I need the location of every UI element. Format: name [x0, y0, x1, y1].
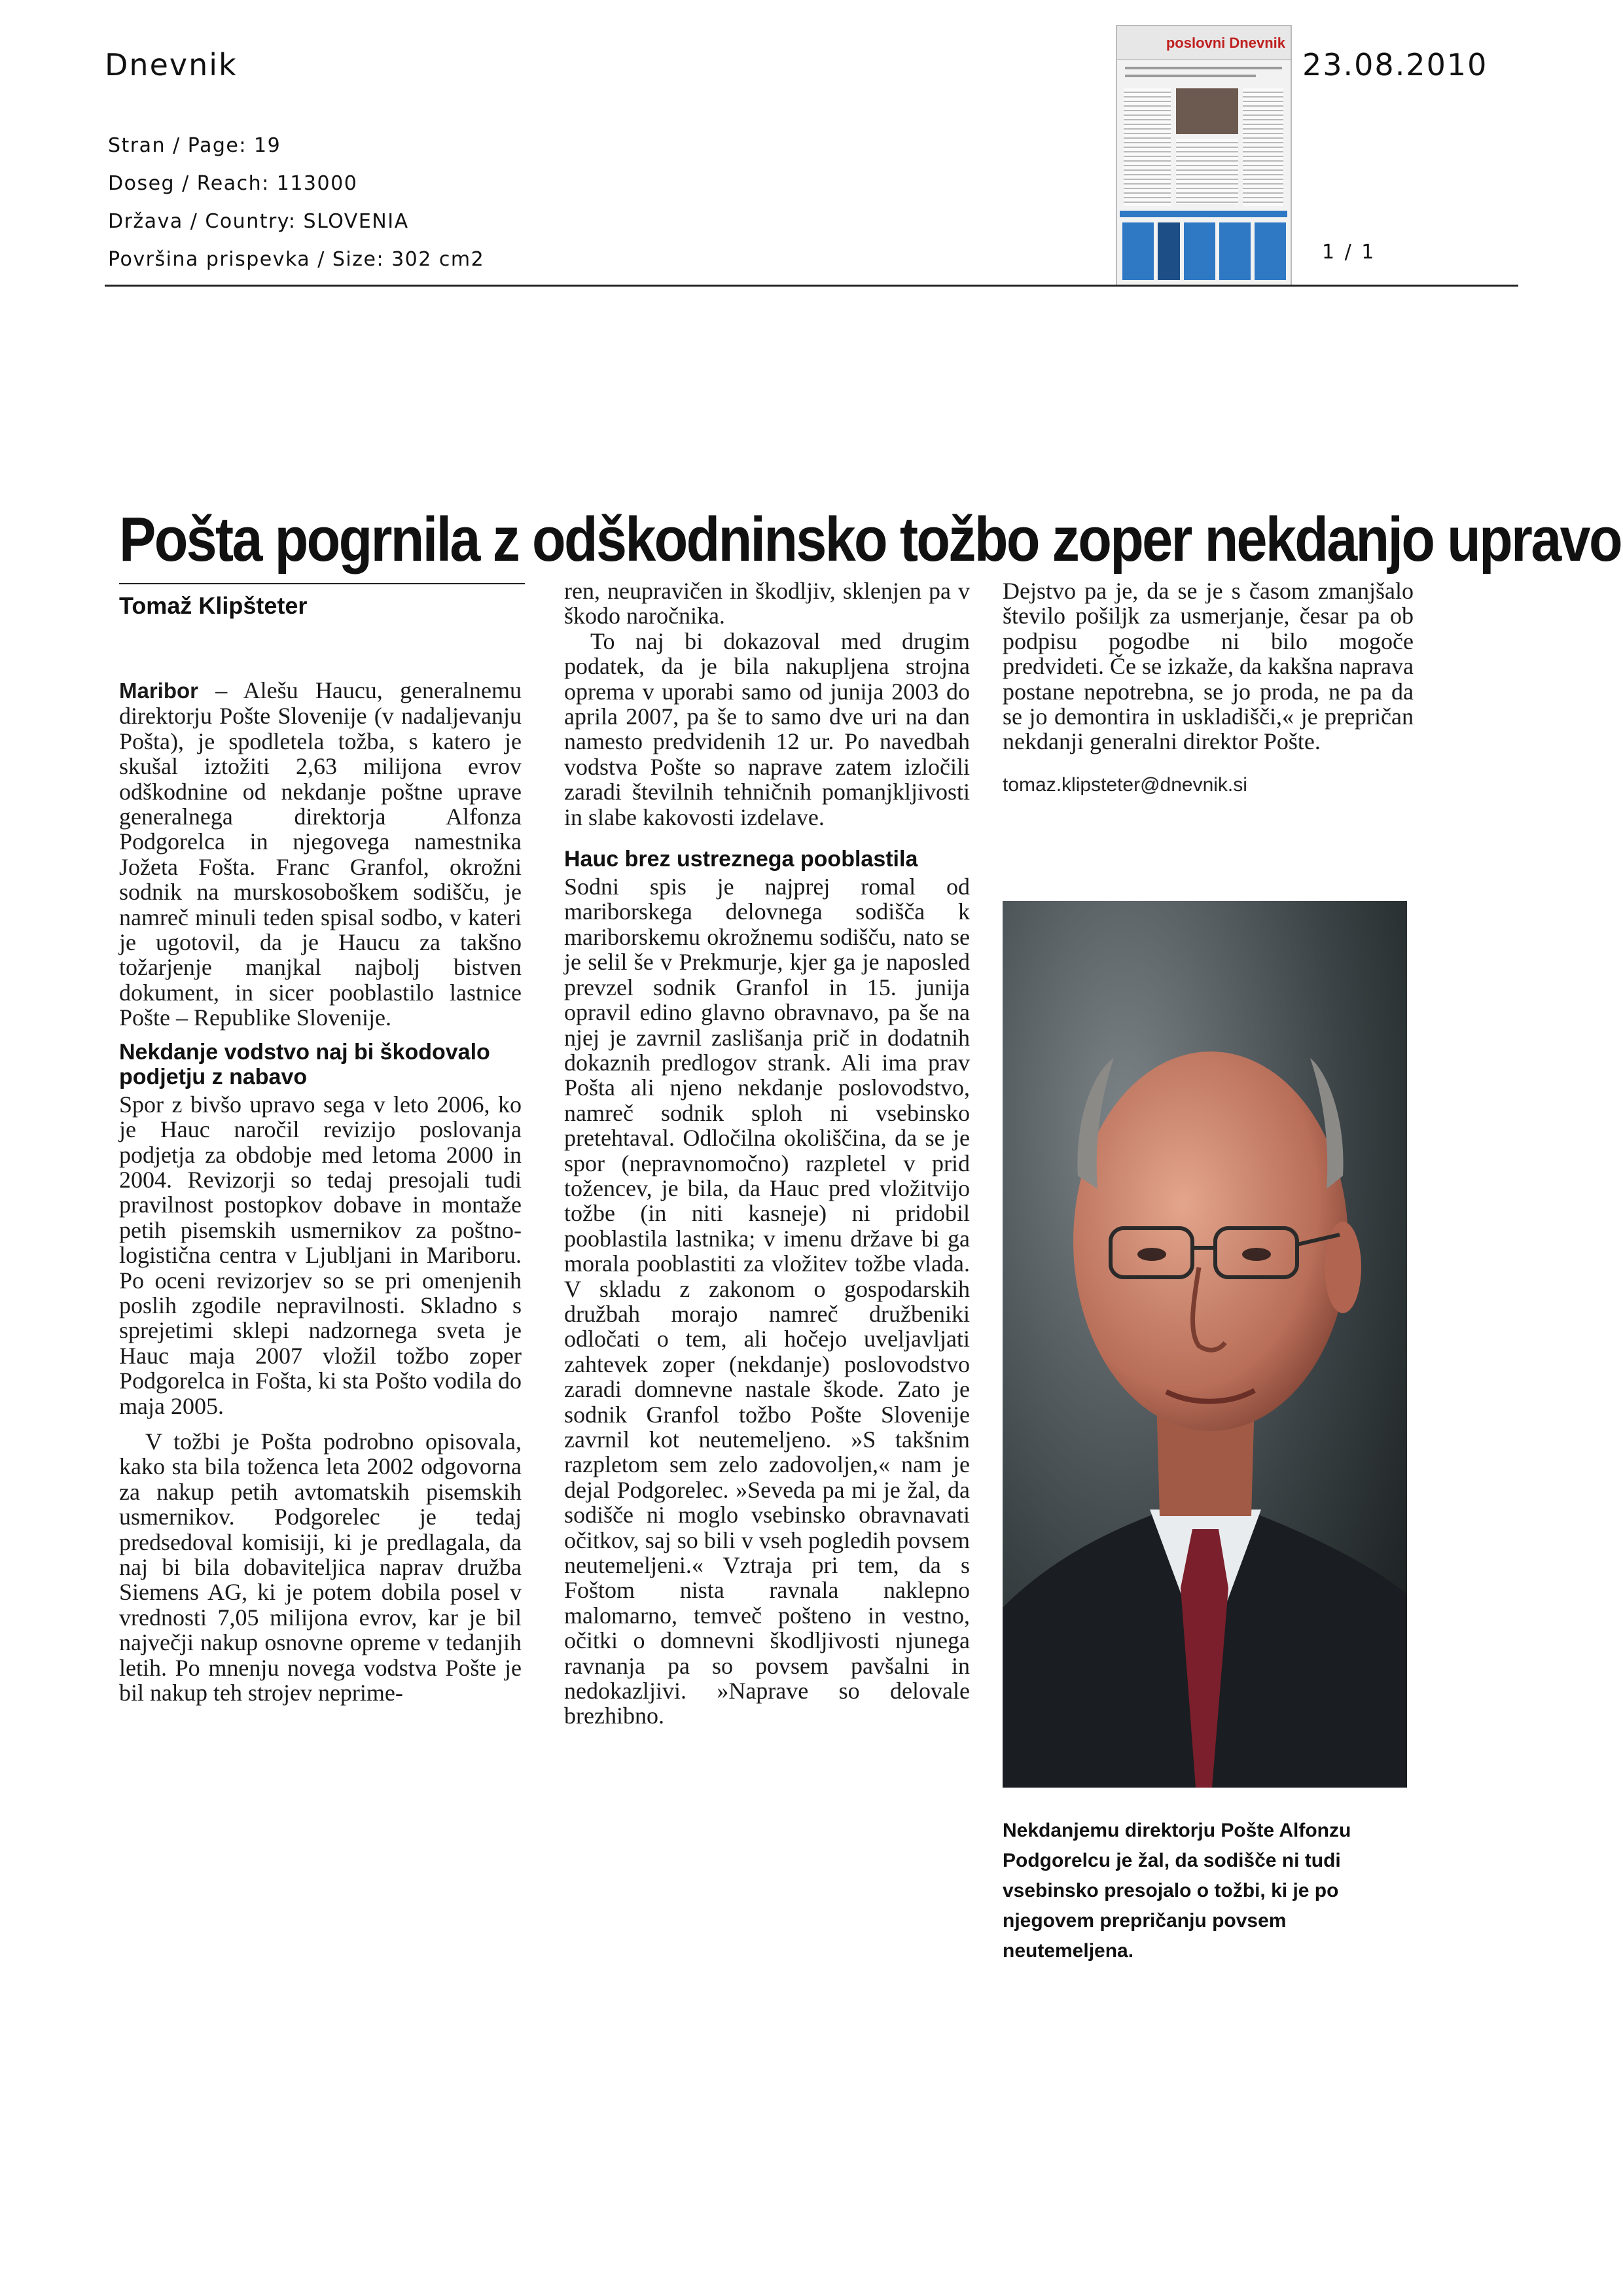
thumbnail-headline: [1125, 75, 1256, 77]
thumbnail-box: [1158, 222, 1180, 280]
thumbnail-column: [1243, 88, 1283, 206]
article-paragraph: Dejstvo pa je, da se je s časom zmanjšalo število pošiljk za usmerjanje, česar pa ob podpisu pogodbe ni bilo mogoče predvideti. Če se izkaže, da kakšna naprava postane nepotrebna, se jo proda, ne pa da se jo demontira in uskladišči,« je prepričan nekdanji generalni direktor Pošte.: [1003, 578, 1414, 755]
article-size: Površina prispevka / Size: 302 cm2: [108, 248, 485, 271]
clipping-metadata: [108, 127, 484, 279]
article-paragraph: To naj bi dokazoval med drugim podatek, da je bila nakupljena strojna oprema v uporabi samo od junija 2003 do aprila 2007, pa še to samo dve uri na dan namesto predvidenih 12 ur. Po navedbah vodstva Pošte so naprave zatem izločili zaradi številnih tehničnih pomanjkljivosti in slabe kakovosti izdelave.: [564, 627, 970, 830]
article-column-3: [1003, 578, 1414, 798]
article-column-1: [119, 678, 522, 1705]
thumbnail-headline: [1125, 67, 1282, 69]
page-thumbnail[interactable]: [1116, 25, 1292, 286]
thumbnail-masthead: poslovni Dnevnik: [1117, 26, 1291, 60]
thumbnail-box: [1184, 222, 1215, 280]
article-column-2: [564, 578, 970, 1729]
reach: Doseg / Reach: 113000: [108, 172, 358, 195]
article-headline: Pošta pogrnila z odškodninsko tožbo zoper nekdanjo upravo: [119, 504, 1621, 574]
article-paragraph: V tožbi je Pošta podrobno opisovala, kako sta bila toženca leta 2002 odgovorna za nakup petih avtomatskih pisemskih usmernikov. Podgorelec je tedaj predsedoval komisiji, ki je predlagala, da naj bi bila dobaviteljica naprav družba Siemens AG, ki je potem dobila posel v vrednosti 7,05 milijona evrov, kar je bil največji nakup osnovne opreme v tedanjih letih. Po mnenju novega vodstva Pošte je bil nakup teh strojev neprime-: [119, 1428, 522, 1706]
article-paragraph: [119, 678, 522, 1031]
thumbnail-column: [1176, 139, 1238, 204]
thumbnail-box: [1255, 222, 1286, 280]
author-email[interactable]: tomaz.klipsteter@dnevnik.si: [1003, 773, 1247, 796]
clipping-pager: 1 / 1: [1322, 241, 1376, 264]
header-divider: [105, 285, 1518, 287]
thumbnail-box: [1122, 222, 1154, 280]
publication-date: 23.08.2010: [1302, 47, 1488, 82]
article-photo: [1003, 901, 1407, 1788]
thumbnail-column: [1124, 88, 1171, 206]
country: Država / Country: SLOVENIA: [108, 210, 409, 233]
article-paragraph: Sodni spis je najprej romal od mariborskega delovnega sodišča k mariborskemu okrožnemu sodišču, nato se je selil še v Prekmurje, kjer ga je naposled prevzel sodnik Granfol in 15. junija opravil edino glavno obravnavo, pa še na njej je zavrnil zaslišanja prič in dodatnih dokaznih predlogov strank. Ali ima prav Pošta ali njeno nekdanje poslovodstvo, namreč sodnik sploh ni vsebinsko pretehtaval. Odločilna okoliščina, da se je spor (nepravnomočno) razpletel v prid tožencev, je bila, da Hauc pred vložitvijo tožbe (in niti kasneje) ni pridobil pooblastila lastnika; v imenu države bi ga morala pooblastiti za vložitev tožbe vlada. V skladu z zakonom o gospodarskih družbah morajo namreč družbeniki odločati o tem, ali hočejo uveljavljati zahtevek zoper (nekdanje) poslovodstvo zaradi domnevne nastale škode. Zato je sodnik Granfol tožbo Pošte Slovenije zavrnil kot neutemeljeno. »S takšnim razpletom sem zelo zadovoljen,« nam je dejal Podgorelec. »Seveda pa mi je žal, da sodišče ni moglo vsebinsko obravnavati očitkov, saj so bili v vseh pogledih povsem neutemeljeni.« Vztraja pri tem, da s Foštom nista ravnala naklepno malomarno, temveč pošteno in vestno, očitki o domnevni škodljivosti njunega ravnanja pa so povsem pavšalni in nedokazljivi. »Naprave so delovale brezhibno.: [564, 874, 970, 1729]
photo-caption: Nekdanjemu direktorju Pošte Alfonzu Podgorelcu je žal, da sodišče ni tudi vsebinsko presojalo o tožbi, ki je po njegovem prepričanju povsem neutemeljena.: [1003, 1820, 1351, 1962]
thumbnail-box: [1219, 222, 1251, 280]
subheading: Nekdanje vodstvo naj bi škodovalo podjetju z nabavo: [119, 1039, 490, 1089]
portrait-photo-icon: [1003, 901, 1407, 1788]
subheading: Hauc brez ustreznega pooblastila: [564, 847, 918, 872]
article-byline: Tomaž Klipšteter: [119, 592, 308, 619]
byline-divider: [119, 583, 525, 584]
article-paragraph: ren, neupravičen in škodljiv, sklenjen pa v škodo naročnika.: [564, 578, 970, 629]
page-number: Stran / Page: 19: [108, 134, 281, 157]
lead-paragraph-text: – Alešu Haucu, generalnemu direktorju Pošte Slovenije (v nadaljevanju Pošta), je spodletela tožba, s katero je skušal iztožiti 2,63 milijona evrov odškodnine od nekdanje poštne uprave generalnega direktorja Alfonza Podgorelca in njegovega namestnika Jožeta Fošta. Franc Granfol, okrožni sodnik na murskosoboškem sodišču, je namreč minuli teden spisal sodbo, v kateri je ugotovil, da je Haucu za takšno tožarjenje manjkal najbolj bistven dokument, in sicer pooblastilo lastnice Pošte – Republike Slovenije.: [119, 677, 522, 1031]
article-paragraph: Spor z bivšo upravo sega v leto 2006, ko je Hauc naročil revizijo poslovanja podjetja za obdobje med letoma 2000 in 2004. Revizorji so tedaj presojali tudi pravilnost postopkov dobave in montaže petih pisemskih usmernikov za poštno-logistična centra v Ljubljani in Mariboru. Po oceni revizorjev so se pri omenjenih poslih zgodile nepravilnosti. Skladno s sprejetimi sklepi nadzornega sveta je Hauc maja 2007 vložil tožbo zoper Podgorelca in Fošta, ki sta Pošto vodila do maja 2005.: [119, 1091, 522, 1419]
dateline: Maribor: [119, 679, 199, 703]
thumbnail-photo: [1176, 88, 1238, 134]
publication-name: Dnevnik: [105, 47, 238, 82]
thumbnail-band: [1120, 211, 1287, 217]
